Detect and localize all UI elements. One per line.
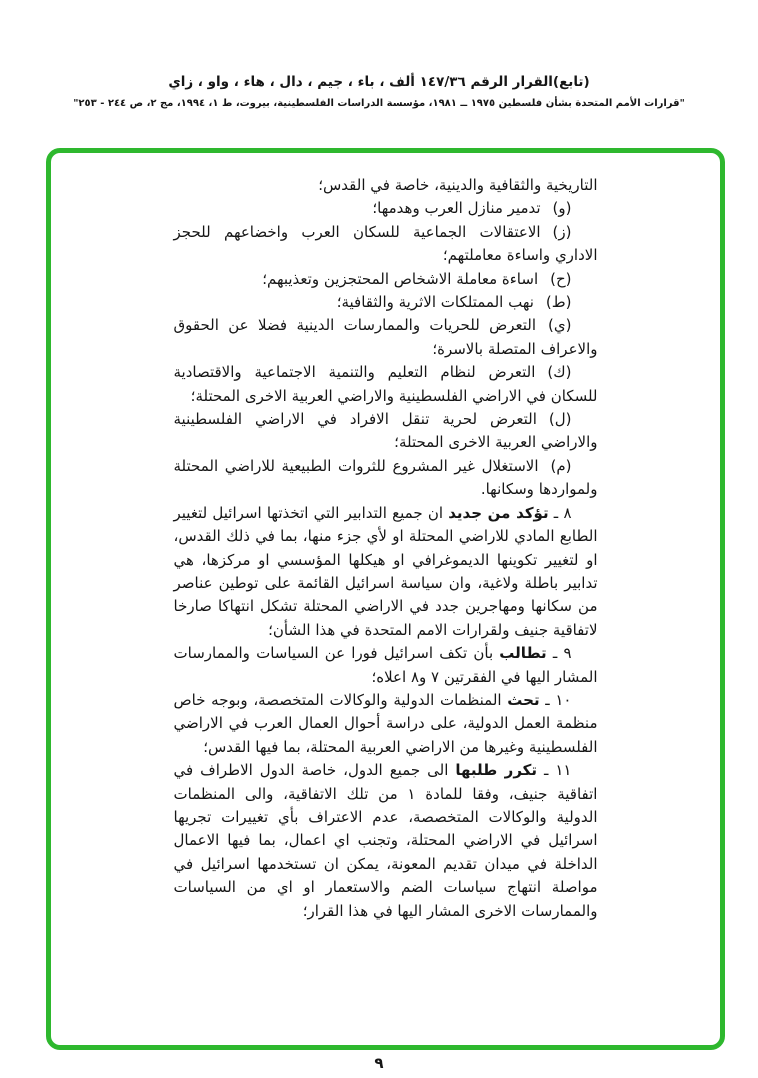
text-segment: تحث bbox=[507, 690, 540, 709]
text-segment: التعرض لحرية تنقل الافراد في الاراضي الفلسطينية والاراضي العربية الاخرى المحتلة؛ bbox=[173, 410, 598, 452]
text-segment: الاستغلال غير المشروع للثروات الطبيعية للاراضي المحتلة ولمواردها وسكانها. bbox=[173, 456, 598, 499]
item-marker: (ك) bbox=[547, 363, 572, 382]
item-marker: (م) bbox=[550, 456, 572, 475]
page-number: ٩ bbox=[374, 1054, 384, 1072]
paragraph bbox=[174, 689, 598, 759]
text-segment: التعرض لنظام التعليم والتنمية الاجتماعية والاقتصادية للسكان في الاراضي الفلسطينية والاراضي العربية الاخرى المحتلة؛ bbox=[173, 363, 598, 405]
paragraph bbox=[174, 268, 598, 291]
paragraph bbox=[174, 502, 598, 642]
paragraph bbox=[174, 174, 598, 197]
text-segment: الاعتقالات الجماعية للسكان العرب واخضاعهم للحجز الاداري واساءة معاملتهم؛ bbox=[173, 222, 598, 265]
text-segment: بأن تكف اسرائيل فورا عن السياسات والممارسات المشار اليها في الفقرتين ٧ و٨ اعلاه؛ bbox=[173, 644, 598, 686]
item-marker: (ي) bbox=[548, 316, 572, 335]
text-segment: نهب الممتلكات الاثرية والثقافية؛ bbox=[336, 293, 534, 312]
body-text-column bbox=[174, 174, 598, 923]
text-segment: تؤكد من جديد bbox=[448, 503, 549, 522]
paragraph bbox=[174, 361, 598, 408]
paragraph bbox=[174, 221, 598, 268]
text-segment: تكرر طلبها bbox=[455, 761, 538, 780]
document-header bbox=[0, 74, 758, 109]
text-segment: ٩ ـ bbox=[546, 644, 572, 663]
paragraph bbox=[174, 408, 598, 455]
text-segment: تطالب bbox=[499, 644, 547, 663]
item-marker: (ز) bbox=[552, 222, 572, 241]
text-segment: تدمير منازل العرب وهدمها؛ bbox=[372, 199, 541, 218]
paragraph bbox=[174, 759, 598, 923]
text-segment: ٨ ـ bbox=[548, 503, 572, 522]
green-frame bbox=[46, 148, 725, 1050]
item-marker: (ل) bbox=[548, 410, 572, 429]
item-marker: (ط) bbox=[545, 293, 572, 312]
text-segment: اساءة معاملة الاشخاص المحتجزين وتعذيبهم؛ bbox=[262, 269, 539, 288]
paragraph bbox=[174, 291, 598, 314]
text-segment: ١٠ ـ bbox=[539, 690, 572, 709]
text-segment: التعرض للحريات والممارسات الدينية فضلا عن الحقوق والاعراف المتصلة بالاسرة؛ bbox=[173, 316, 598, 358]
paragraph bbox=[174, 455, 598, 502]
paragraph bbox=[174, 642, 598, 689]
text-segment: المنظمات الدولية والوكالات المتخصصة، وبوجه خاص منظمة العمل الدولية، على دراسة أحوال العمال العرب في الاراضي الفلسطينية وغيرها من الاراضي العربية المحتلة، بما فيها القدس؛ bbox=[173, 690, 598, 756]
resolution-title: (تابع)القرار الرقم ١٤٧/٣٦ ألف ، باء ، جيم ، دال ، هاء ، واو ، زاي bbox=[168, 74, 590, 90]
text-segment: ان جميع التدابير التي اتخذتها اسرائيل لتغيير الطابع المادي للاراضي المحتلة او لأي جزء منها، بما في ذلك القدس، او لتغيير تكوينها الديموغرافي او هيكلها المؤسسي او مركزها، هي تدابير باطلة ولاغية، وان سياسة اسرائيل القائمة على توطين عناصر من سكانها ومهاجرين جدد في الاراضي المحتلة تشكل انتهاكا صارخا لاتفاقية جنيف ولقرارات الامم المتحدة في هذا الشأن؛ bbox=[173, 503, 598, 639]
paragraph bbox=[174, 197, 598, 220]
text-segment: الى جميع الدول، خاصة الدول الاطراف في اتفاقية جنيف، وفقا للمادة ١ من تلك الاتفاقية، والى المنظمات الدولية والوكالات المتخصصة، عدم الاعتراف بأي تغييرات تجريها اسرائيل في الاراضي المحتلة، وتجنب اي اعمال، بما فيها الاعمال الداخلة في ميدان تقديم المعونة، يمكن ان تستخدمها اسرائيل في مواصلة انتهاج سياسات الضم والاستعمار او اي من السياسات والممارسات الاخرى المشار اليها في هذا القرار؛ bbox=[173, 761, 598, 920]
item-marker: (ح) bbox=[550, 269, 572, 288]
text-segment: التاريخية والثقافية والدينية، خاصة في القدس؛ bbox=[318, 176, 598, 194]
text-segment: ١١ ـ bbox=[537, 761, 572, 780]
paragraph bbox=[174, 314, 598, 361]
item-marker: (و) bbox=[552, 199, 572, 218]
source-citation: "قرارات الأمم المتحدة بشأن فلسطين ١٩٧٥ ــ ١٩٨١، مؤسسة الدراسات الفلسطينية، بيروت، ط ١، ١٩٩٤، مج ٢، ص ٢٤٤ - ٢٥٣" bbox=[73, 98, 685, 109]
